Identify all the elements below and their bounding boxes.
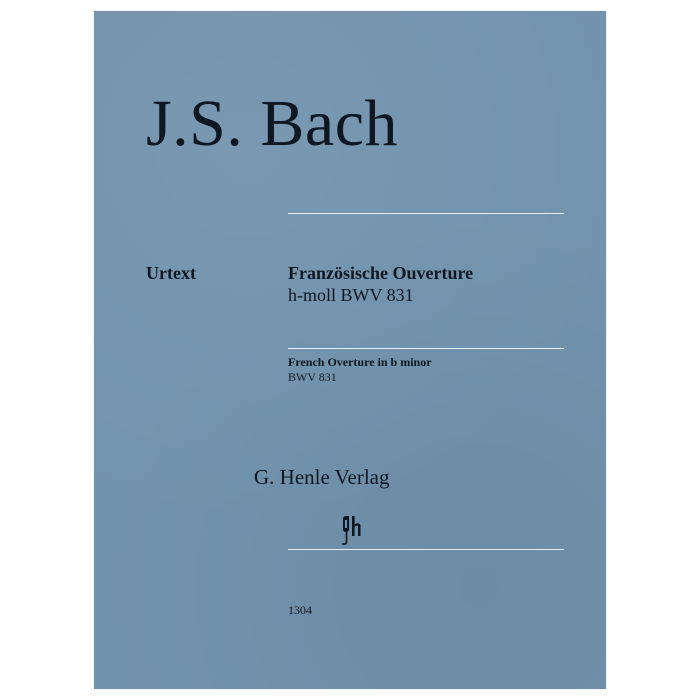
title-english: French Overture in b minor [288, 355, 432, 369]
henle-logo-icon [340, 515, 364, 545]
score-cover [94, 11, 606, 689]
publisher-name: G. Henle Verlag [254, 465, 390, 489]
edition-label: Urtext [146, 263, 196, 283]
divider-middle [288, 348, 564, 349]
divider-bottom [288, 549, 564, 550]
divider-top [288, 213, 564, 214]
subtitle-german: h-moll BWV 831 [288, 285, 414, 305]
catalog-number: 1304 [288, 603, 312, 617]
composer-name: J.S. Bach [146, 87, 398, 160]
title-german: Französische Ouverture [288, 263, 474, 283]
subtitle-english: BWV 831 [288, 370, 337, 384]
